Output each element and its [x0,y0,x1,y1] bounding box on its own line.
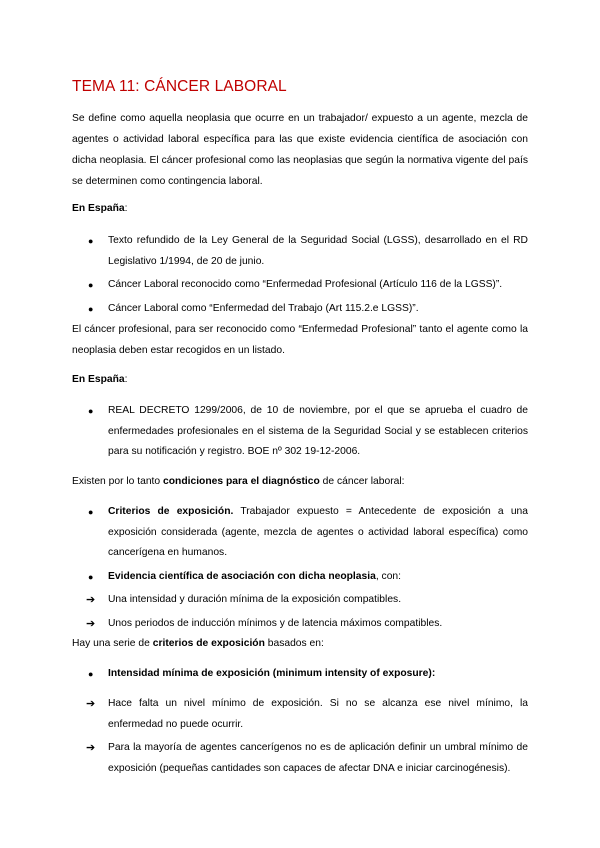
arrow-right-icon: ➔ [86,617,96,630]
text-span: de cáncer laboral: [319,476,405,487]
list-item [72,738,528,779]
list-item [72,299,528,320]
list-item-text: Para la mayoría de agentes cancerígenos no es de aplicación definir un umbral mínimo de exposición (pequeñas cantidades son capaces de afectar DNA e iniciar carcinogénesis). [108,742,528,774]
list-item-text: , con: [375,570,402,582]
list-item-text: REAL DECRETO 1299/2006, de 10 de noviembre, por el que se aprueba el cuadro de enfermedades profesionales en el sistema de la Seguridad Social y se establecen criterios para su notificación y registro. BOE nº 302 19-12-2006. [108,405,528,457]
list-item [72,401,528,463]
list-item-text: Cáncer Laboral como “Enfermedad del Trabajo (Art 115.2.e LGSS)”. [108,302,419,314]
bold-span: condiciones para el diagnóstico [163,476,320,487]
bullet-icon: ● [88,280,94,290]
list-item [72,664,528,685]
arrow-right-icon: ➔ [86,742,96,754]
heading-suffix: : [124,374,128,385]
text-span: Existen por lo tanto [72,476,164,487]
heading-text: En España [72,203,125,214]
section-heading-spain-2 [72,374,128,385]
list-item [72,567,528,588]
decree-list [72,401,528,466]
bold-span: Evidencia científica de asociación con dicha neoplasia [108,570,376,582]
conditions-list [72,502,528,637]
arrow-right-icon: ➔ [86,698,96,710]
list-item-text: Cáncer Laboral reconocido como “Enfermedad Profesional (Artículo 116 de la LGSS)”. [108,279,503,290]
heading-suffix: : [124,203,128,214]
legislation-list [72,231,528,322]
intensity-details-list [72,694,528,782]
bold-span: Criterios de exposición. [108,506,234,517]
arrow-right-icon: ➔ [86,594,96,606]
bold-span: Intensidad mínima de exposición (minimum intensity of exposure): [108,668,436,679]
list-item [72,275,528,296]
list-item-text: Trabajador expuesto = Antecedente de exposición a una exposición considerada (agente, mezcla de agentes o actividad laboral específica) como cancerígena en humanos. [108,506,529,558]
list-item-text: Hace falta un nivel mínimo de exposición. Si no se alcanza ese nivel mínimo, la enfermedad no puede ocurrir. [108,698,528,730]
list-item [72,614,528,635]
bullet-icon: ● [88,406,94,416]
paragraph-conditions [72,471,528,492]
bullet-icon: ● [88,669,94,679]
list-item-text: Texto refundido de la Ley General de la Seguridad Social (LGSS), desarrollado en el RD Legislativo 1/1994, de 20 de junio. [108,235,528,267]
page-title: TEMA 11: CÁNCER LABORAL [72,78,287,95]
list-item [72,590,528,611]
bullet-icon: ● [88,507,94,517]
bullet-icon: ● [88,236,94,246]
bullet-icon: ● [88,303,94,314]
intro-paragraph: Se define como aquella neoplasia que ocurre en un trabajador/ expuesto a un agente, mezcla de agentes o actividad laboral específica para las que existe evidencia científica de asociación con dicha neoplasia. El cáncer profesional como las neoplasias que según la normativa vigente del país se determinen como contingencia laboral. [72,113,528,187]
bullet-icon: ● [88,571,94,582]
text-span: Hay una serie de [72,638,153,649]
bold-span: criterios de exposición [152,638,265,649]
text-span: basados en: [264,638,324,649]
paragraph-recognition: El cáncer profesional, para ser reconocido como “Enfermedad Profesional” tanto el agente como la neoplasia deben estar recogidos en un listado. [72,324,528,356]
list-item [72,694,528,735]
list-item-text: Una intensidad y duración mínima de la exposición compatibles. [108,594,402,605]
list-item [72,502,528,564]
paragraph-criteria [72,633,528,654]
section-heading-spain-1 [72,203,128,214]
intensity-list [72,664,528,688]
heading-text: En España [72,374,125,385]
list-item-text: Unos periodos de inducción mínimos y de latencia máximos compatibles. [108,617,443,629]
list-item [72,231,528,272]
